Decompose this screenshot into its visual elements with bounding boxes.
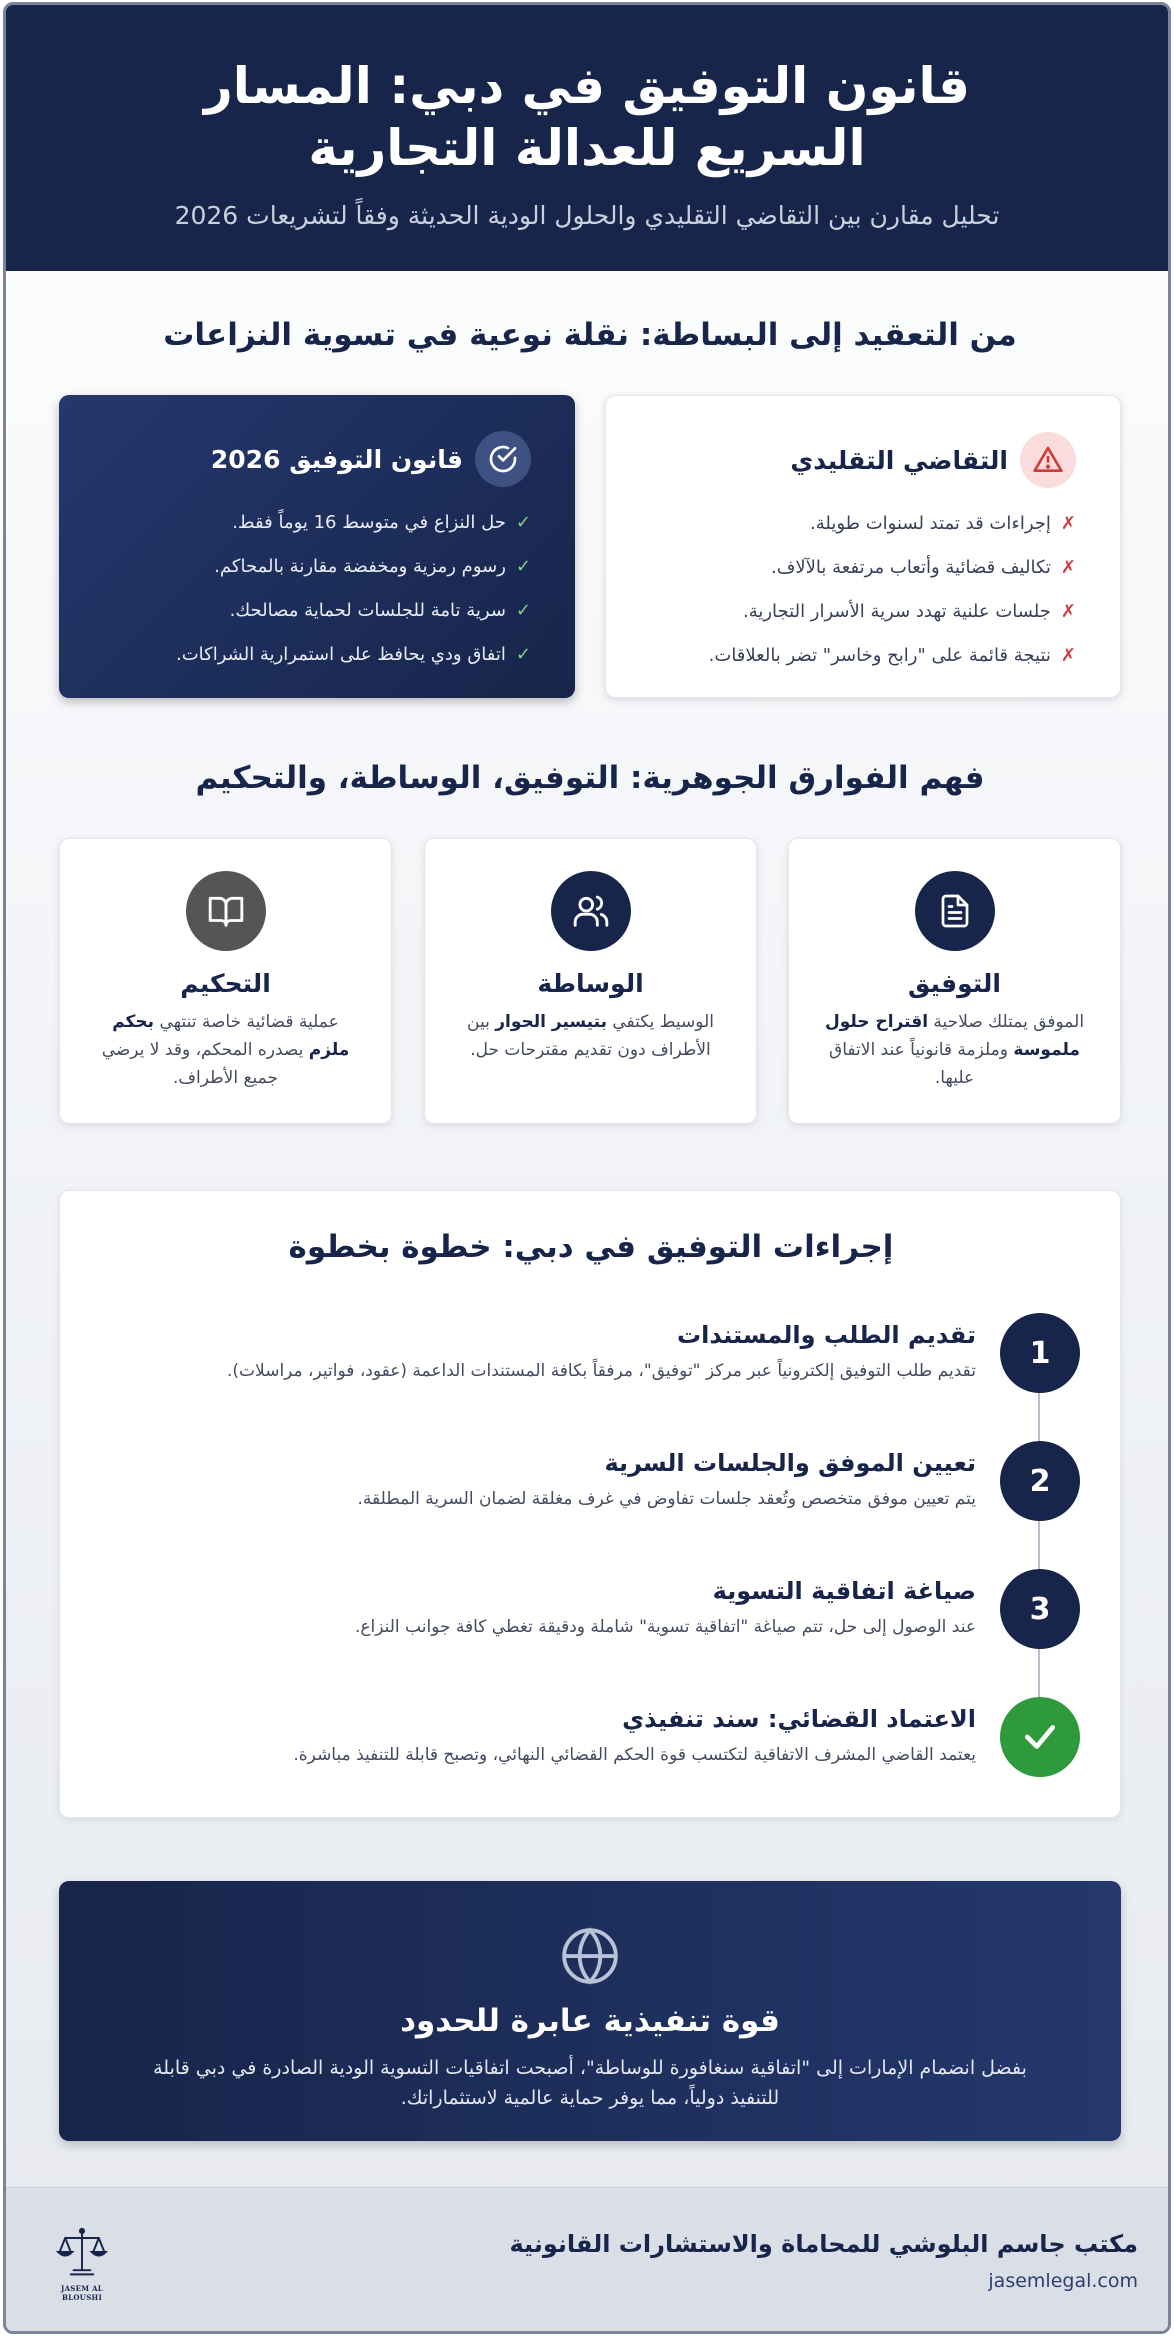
check-circle-icon: [475, 431, 531, 487]
step-4: [120, 1697, 1080, 1777]
check-mark-icon: ✓: [515, 600, 531, 621]
website-link[interactable]: jasemlegal.com: [988, 2270, 1138, 2292]
comparison-title: من التعقيد إلى البساطة: نقلة نوعية في تسوية النزاعات: [163, 317, 1017, 353]
page-subtitle: تحليل مقارن بين التقاضي التقليدي والحلول الودية الحديثة وفقاً لتشريعات 2026: [174, 201, 1000, 230]
list-item: ✗ إجراءات قد تمتد لسنوات طويلة.: [650, 502, 1076, 546]
check-mark-icon: ✓: [515, 556, 531, 577]
step-1: [120, 1313, 1080, 1393]
cross-border-banner: [59, 1881, 1121, 2141]
document-icon: [915, 871, 995, 951]
x-mark-icon: ✗: [1060, 513, 1076, 534]
step-number: 1: [1000, 1313, 1080, 1393]
traditional-litigation-card: [605, 395, 1121, 698]
check-mark-icon: ✓: [515, 644, 531, 665]
check-mark-icon: ✓: [515, 512, 531, 533]
users-icon: [551, 871, 631, 951]
firm-logo: [42, 2224, 122, 2304]
step-title: تعيين الموفق والجلسات السرية: [604, 1449, 976, 1477]
firm-name: مكتب جاسم البلوشي للمحاماة والاستشارات القانونية: [509, 2230, 1138, 2258]
list-item: ✗ جلسات علنية تهدد سرية الأسرار التجارية.: [650, 590, 1076, 634]
differences-title: فهم الفوارق الجوهرية: التوفيق، الوساطة، والتحكيم: [195, 760, 985, 796]
list-item: ✓ رسوم رمزية ومخفضة مقارنة بالمحاكم.: [103, 545, 531, 589]
traditional-heading: التقاضي التقليدي: [790, 445, 1008, 475]
book-icon: [186, 871, 266, 951]
step-number: 2: [1000, 1441, 1080, 1521]
card-title: التوفيق: [908, 969, 1001, 998]
scales-of-justice-icon: [54, 2224, 110, 2280]
step-3: [120, 1569, 1080, 1649]
step-text: يعتمد القاضي المشرف الاتفاقية لتكتسب قوة الحكم القضائي النهائي، وتصبح قابلة للتنفيذ مباشرة.: [293, 1745, 976, 1765]
x-mark-icon: ✗: [1060, 645, 1076, 666]
list-item: ✓ اتفاق ودي يحافظ على استمرارية الشراكات.: [103, 633, 531, 677]
footer: [6, 2187, 1171, 2334]
list-item: ✗ تكاليف قضائية وأتعاب مرتفعة بالآلاف.: [650, 546, 1076, 590]
procedure-steps: [59, 1190, 1121, 1818]
x-mark-icon: ✗: [1060, 557, 1076, 578]
infographic: [3, 2, 1171, 2334]
comparison-row: [59, 395, 1121, 698]
step-title: الاعتماد القضائي: سند تنفيذي: [622, 1705, 976, 1733]
header: [6, 5, 1168, 271]
arbitration-card: [59, 838, 392, 1124]
list-item: ✓ سرية تامة للجلسات لحماية مصالحك.: [103, 589, 531, 633]
x-mark-icon: ✗: [1060, 601, 1076, 622]
step-text: تقديم طلب التوفيق إلكترونياً عبر مركز "توفيق"، مرفقاً بكافة المستندات الداعمة (عقود، فواتير، مراسلات).: [227, 1361, 976, 1381]
banner-text: بفضل انضمام الإمارات إلى "اتفاقية سنغافورة للوساطة"، أصبحت اتفاقيات التسوية الودية الصادرة في دبي قابلة للتنفيذ دولياً، مما يوفر حماية عالمية لاستثماراتك.: [153, 2057, 1027, 2109]
conciliation-law-card: [59, 395, 575, 698]
step-text: يتم تعيين موفق متخصص وتُعقد جلسات تفاوض في غرف مغلقة لضمان السرية المطلقة.: [357, 1489, 976, 1509]
list-item: ✓ حل النزاع في متوسط 16 يوماً فقط.: [103, 501, 531, 545]
card-text: عملية قضائية خاصة تنتهي بحكم ملزم يصدره المحكم، وقد لا يرضي جميع الأطراف.: [101, 1012, 350, 1088]
step-2: [120, 1441, 1080, 1521]
step-title: صياغة اتفاقية التسوية: [712, 1577, 976, 1605]
steps-connector: [1038, 1331, 1040, 1751]
card-title: التحكيم: [180, 969, 271, 998]
globe-icon: [559, 1925, 621, 1987]
logo-caption: JASEM AL BLOUSHI: [60, 2284, 104, 2302]
conciliation-heading: قانون التوفيق 2026: [210, 444, 463, 474]
mediation-card: [424, 838, 757, 1124]
step-title: تقديم الطلب والمستندات: [677, 1321, 976, 1349]
step-number: 3: [1000, 1569, 1080, 1649]
steps-title: إجراءات التوفيق في دبي: خطوة بخطوة: [288, 1229, 894, 1265]
warning-icon: [1020, 432, 1076, 488]
card-title: الوساطة: [537, 969, 644, 998]
list-item: ✗ نتيجة قائمة على "رابح وخاسر" تضر بالعلاقات.: [650, 634, 1076, 678]
card-text: الموفق يمتلك صلاحية اقتراح حلول ملموسة وملزمة قانونياً عند الاتفاق عليها.: [824, 1012, 1085, 1088]
conciliation-card: [788, 838, 1121, 1124]
page-title: قانون التوفيق في دبي: المسار السريع للعدالة التجارية: [203, 57, 971, 177]
banner-title: قوة تنفيذية عابرة للحدود: [400, 2003, 780, 2039]
step-text: عند الوصول إلى حل، تتم صياغة "اتفاقية تسوية" شاملة ودقيقة تغطي كافة جوانب النزاع.: [354, 1617, 976, 1637]
check-icon: [1000, 1697, 1080, 1777]
differences-row: [59, 838, 1121, 1124]
card-text: الوسيط يكتفي بتيسير الحوار بين الأطراف دون تقديم مقترحات حل.: [467, 1012, 714, 1060]
